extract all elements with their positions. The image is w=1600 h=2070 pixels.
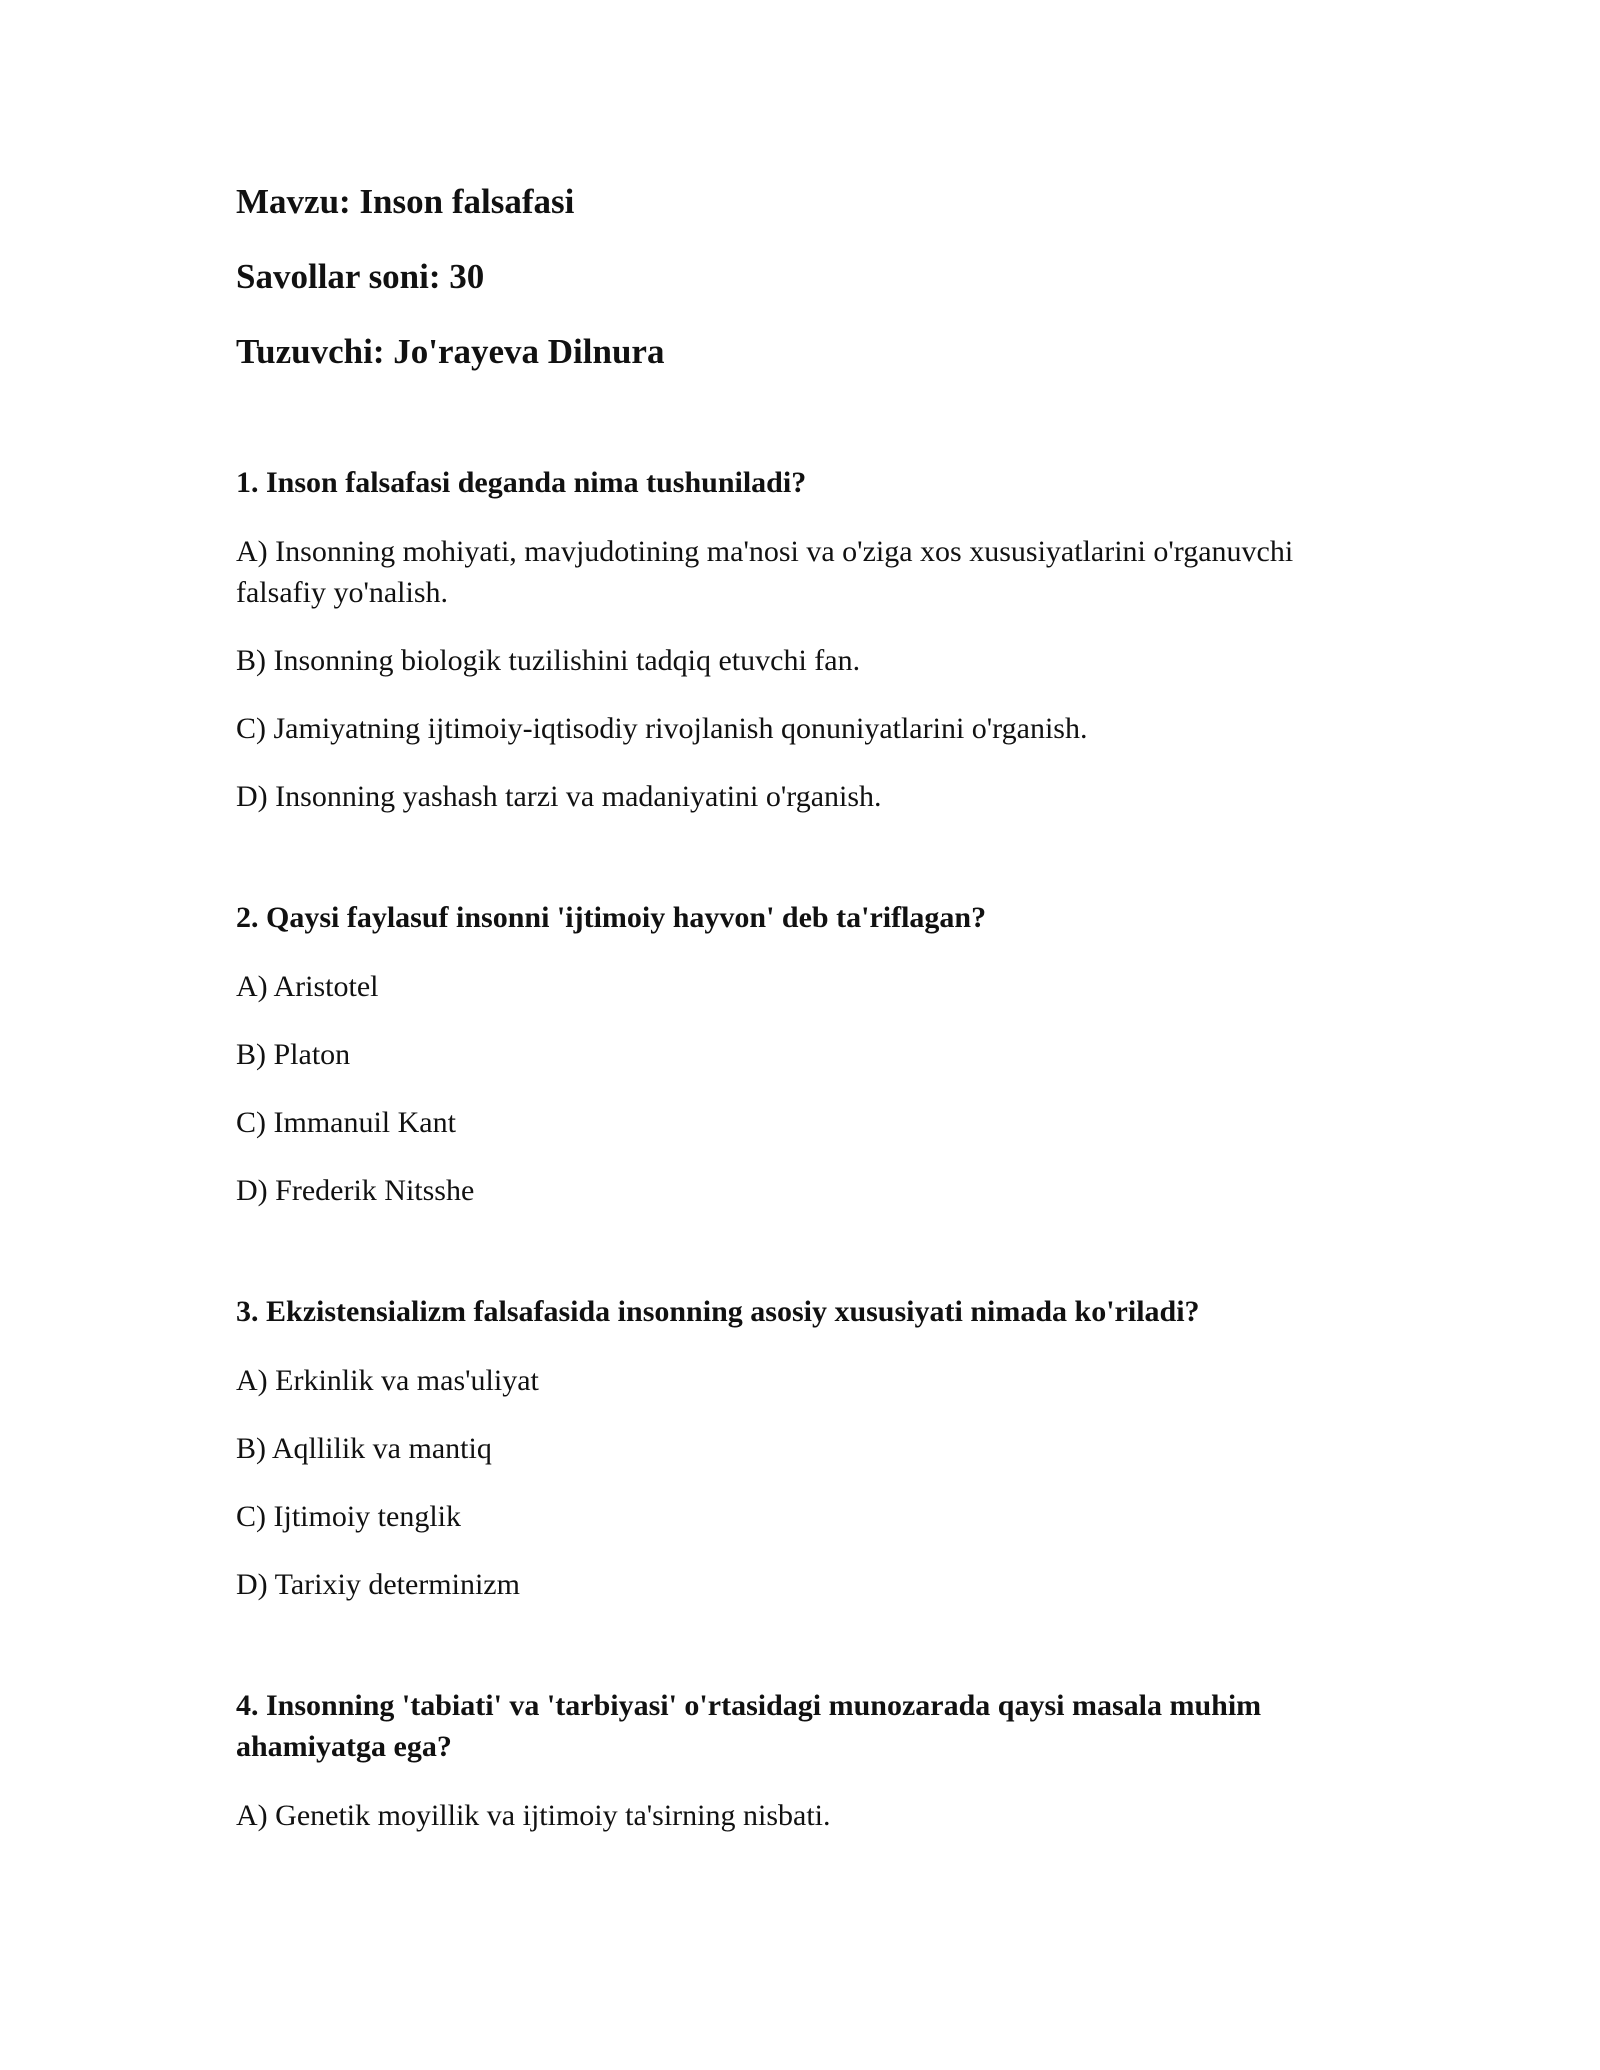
question-text: 3. Ekzistensializm falsafasida insonning asosiy xususiyati nimada ko'riladi? [236, 1295, 1200, 1328]
answer-option-b: B) Insonning biologik tuzilishini tadqiq etuvchi fan. [236, 644, 861, 677]
question-text: 2. Qaysi faylasuf insonni 'ijtimoiy hayvon' deb ta'riflagan? [236, 901, 987, 934]
question-2 [236, 897, 1366, 1211]
answer-option-d: D) Insonning yashash tarzi va madaniyatini o'rganish. [236, 780, 882, 813]
document-page [236, 180, 1366, 1916]
answer-option-d: D) Tarixiy determinizm [236, 1568, 520, 1601]
question-text: 4. Insonning 'tabiati' va 'tarbiyasi' o'rtasidagi munozarada qaysi masala muhim ahamiyatga ega? [236, 1689, 1262, 1763]
answer-option-a: A) Erkinlik va mas'uliyat [236, 1364, 539, 1397]
question-count-heading: Savollar soni: 30 [236, 257, 485, 296]
answer-option-c: C) Ijtimoiy tenglik [236, 1500, 461, 1533]
answer-option-a: A) Insonning mohiyati, mavjudotining ma'nosi va o'ziga xos xususiyatlarini o'rganuvchi falsafiy yo'nalish. [236, 535, 1294, 609]
answer-option-c: C) Jamiyatning ijtimoiy-iqtisodiy rivojlanish qonuniyatlarini o'rganish. [236, 712, 1088, 745]
answer-option-a: A) Aristotel [236, 970, 379, 1003]
document-header [236, 180, 1366, 374]
answer-option-a: A) Genetik moyillik va ijtimoiy ta'sirning nisbati. [236, 1799, 831, 1832]
question-4 [236, 1685, 1366, 1836]
answer-option-b: B) Platon [236, 1038, 351, 1071]
question-3 [236, 1291, 1366, 1605]
question-1 [236, 462, 1366, 817]
topic-heading: Mavzu: Inson falsafasi [236, 182, 575, 221]
answer-option-d: D) Frederik Nitsshe [236, 1174, 475, 1207]
question-text: 1. Inson falsafasi deganda nima tushuniladi? [236, 466, 807, 499]
author-heading: Tuzuvchi: Jo'rayeva Dilnura [236, 332, 665, 371]
answer-option-c: C) Immanuil Kant [236, 1106, 456, 1139]
answer-option-b: B) Aqllilik va mantiq [236, 1432, 492, 1465]
